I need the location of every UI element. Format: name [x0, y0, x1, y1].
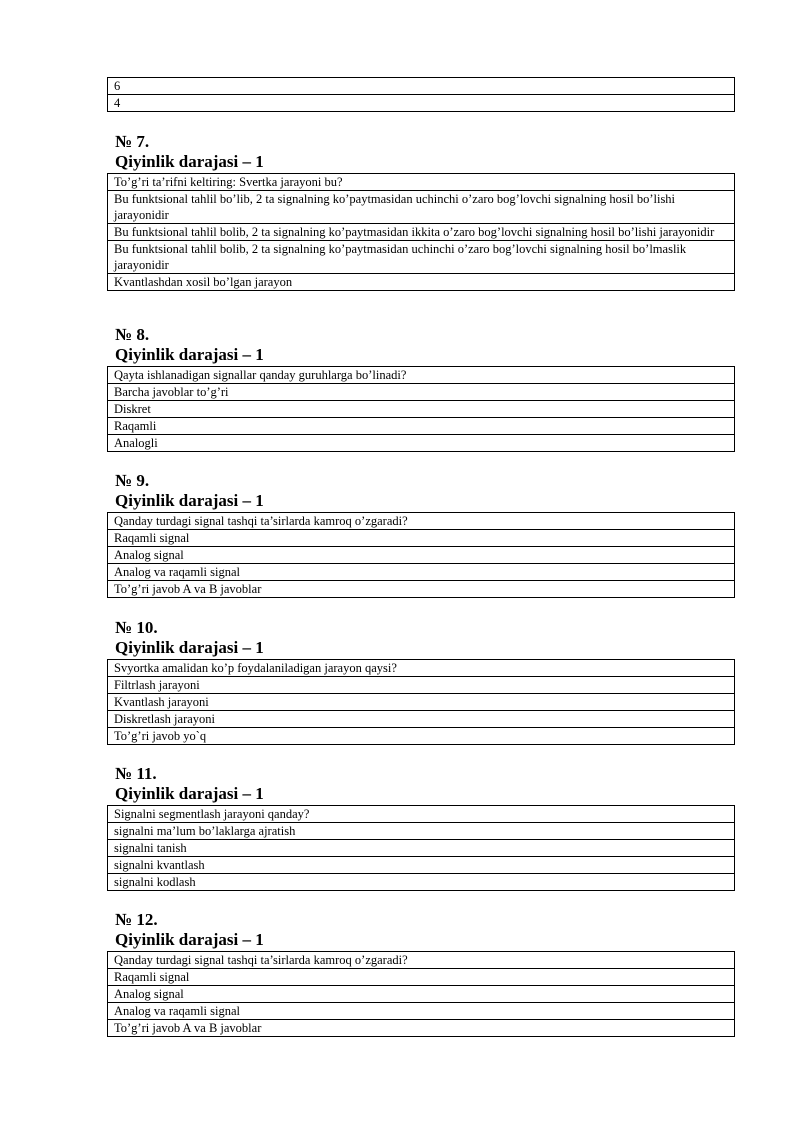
answer-row [108, 191, 735, 224]
answer-row [108, 694, 735, 711]
question-number: № 8. [115, 325, 150, 344]
answer-option: Raqamli signal [108, 530, 735, 547]
table-cell: 6 [108, 78, 735, 95]
question-block-10 [0, 618, 800, 745]
answer-option: To’g’ri javob A va B javoblar [108, 1020, 735, 1037]
question-block-12 [0, 910, 800, 1037]
answer-row [108, 711, 735, 728]
question-text: To’g’ri ta’rifni keltiring: Svertka jarayoni bu? [108, 174, 735, 191]
question-block-8 [0, 325, 800, 452]
difficulty-level: Qiyinlik darajasi – 1 [115, 491, 264, 510]
question-block-7 [0, 132, 800, 291]
table-cell: 4 [108, 95, 735, 112]
answer-row [108, 274, 735, 291]
answer-option: signalni ma’lum bo’laklarga ajratish [108, 823, 735, 840]
difficulty-level: Qiyinlik darajasi – 1 [115, 152, 264, 171]
answer-option: Analog signal [108, 547, 735, 564]
answer-row [108, 418, 735, 435]
answer-row [108, 728, 735, 745]
answer-option: Analog va raqamli signal [108, 564, 735, 581]
difficulty-level: Qiyinlik darajasi – 1 [115, 345, 264, 364]
answer-row [108, 857, 735, 874]
question-text: Signalni segmentlash jarayoni qanday? [108, 806, 735, 823]
answer-option: Analog signal [108, 986, 735, 1003]
answer-row [108, 530, 735, 547]
answer-row [108, 241, 735, 274]
answer-row [108, 874, 735, 891]
answer-option: To’g’ri javob yo`q [108, 728, 735, 745]
answer-option: signalni kodlash [108, 874, 735, 891]
answer-option: Bu funktsional tahlil bo’lib, 2 ta signalning ko’paytmasidan uchinchi o’zaro bog’lovchi signalning hosil bo’lishi jarayonidir [108, 191, 735, 224]
question-number: № 7. [115, 132, 150, 151]
answer-option: signalni tanish [108, 840, 735, 857]
answer-row [108, 823, 735, 840]
answer-option: Kvantlashdan xosil bo’lgan jarayon [108, 274, 735, 291]
answer-option: Bu funktsional tahlil bolib, 2 ta signalning ko’paytmasidan ikkita o’zaro bog’lovchi signalning hosil bo’lishi jarayonidir [108, 224, 735, 241]
answer-row [108, 677, 735, 694]
answer-option: To’g’ri javob A va B javoblar [108, 581, 735, 598]
answer-row [108, 435, 735, 452]
answer-row [108, 1003, 735, 1020]
difficulty-level: Qiyinlik darajasi – 1 [115, 930, 264, 949]
answer-row [108, 384, 735, 401]
question-table [107, 659, 735, 745]
question-row [108, 174, 735, 191]
answer-option: Kvantlash jarayoni [108, 694, 735, 711]
question-block-9 [0, 471, 800, 598]
answer-option: Filtrlash jarayoni [108, 677, 735, 694]
answer-row [108, 564, 735, 581]
answer-option: Barcha javoblar to’g’ri [108, 384, 735, 401]
answer-option: Raqamli signal [108, 969, 735, 986]
answer-row [108, 1020, 735, 1037]
difficulty-level: Qiyinlik darajasi – 1 [115, 638, 264, 657]
question-row [108, 806, 735, 823]
answer-option: Diskretlash jarayoni [108, 711, 735, 728]
answer-row [108, 224, 735, 241]
question-number: № 12. [115, 910, 158, 929]
table-row [108, 95, 735, 112]
answer-row [108, 581, 735, 598]
answer-option: Analog va raqamli signal [108, 1003, 735, 1020]
answer-row [108, 401, 735, 418]
question-table [107, 951, 735, 1037]
question-table [107, 512, 735, 598]
answer-option: signalni kvantlash [108, 857, 735, 874]
answer-row [108, 969, 735, 986]
question-text: Qanday turdagi signal tashqi ta’sirlarda kamroq o’zgaradi? [108, 513, 735, 530]
question-number: № 9. [115, 471, 150, 490]
question-number: № 11. [115, 764, 157, 783]
question-table [107, 173, 735, 291]
question-number: № 10. [115, 618, 158, 637]
question-text: Svyortka amalidan ko’p foydalaniladigan jarayon qaysi? [108, 660, 735, 677]
answer-option: Raqamli [108, 418, 735, 435]
table-row [108, 78, 735, 95]
question-table [107, 366, 735, 452]
difficulty-level: Qiyinlik darajasi – 1 [115, 784, 264, 803]
question-block-11 [0, 764, 800, 891]
question-text: Qayta ishlanadigan signallar qanday guruhlarga bo’linadi? [108, 367, 735, 384]
answer-option: Analogli [108, 435, 735, 452]
question-row [108, 660, 735, 677]
answer-row [108, 840, 735, 857]
question-table [107, 805, 735, 891]
answer-option: Diskret [108, 401, 735, 418]
answer-option: Bu funktsional tahlil bolib, 2 ta signalning ko’paytmasidan uchinchi o’zaro bog’lovchi signalning hosil bo’lmaslik jarayonidir [108, 241, 735, 274]
previous-answers-table [0, 77, 735, 112]
answer-row [108, 986, 735, 1003]
question-row [108, 367, 735, 384]
question-text: Qanday turdagi signal tashqi ta’sirlarda kamroq o’zgaradi? [108, 952, 735, 969]
question-row [108, 513, 735, 530]
question-row [108, 952, 735, 969]
answer-row [108, 547, 735, 564]
